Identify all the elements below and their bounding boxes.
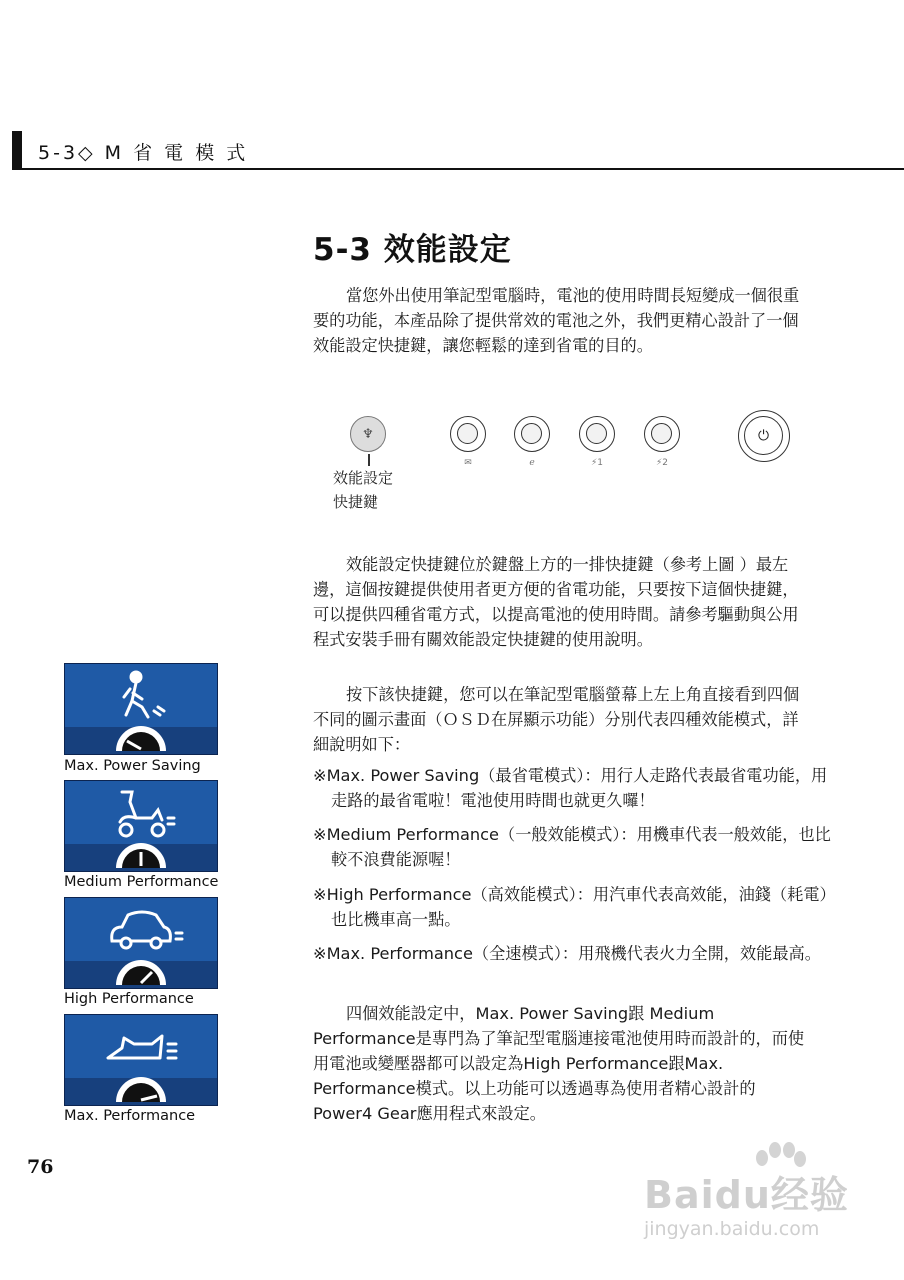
body-paragraph-1-text: 效能設定快捷鍵位於鍵盤上方的一排快捷鍵（參考上圖 ）最左邊，這個按鍵提供使用者更方便的省電功能，只要按下這個快捷鍵，可以提供四種省電方式，以提高電池的使用時間。請參考驅動與公用程式安裝手冊有關效能設定快捷鍵的使用說明。 (313, 555, 799, 649)
hotkey-label-line1: 效能設定 (333, 469, 394, 487)
internet-icon: ℯ (529, 458, 535, 468)
body-paragraph-2 (313, 682, 813, 757)
shortcut-2-button (644, 416, 680, 452)
hotkey-label-line2: 快捷鍵 (333, 493, 379, 511)
watermark (644, 1142, 858, 1244)
mail-button (450, 416, 486, 452)
mode-desc-medium: ※Medium Performance（一般效能模式）：用機車代表一般效能，也比較不浪費能源喔！ (313, 825, 831, 869)
hotkey-glyph-icon: ♆ (362, 426, 374, 442)
body-paragraph-1 (313, 552, 813, 652)
body-paragraph-2-text: 按下該快捷鍵，您可以在筆記型電腦螢幕上左上角直接看到四個不同的圖示畫面（ＯＳＤ在屏顯示功能）分別代表四種效能模式，詳細說明如下： (313, 685, 800, 754)
hotkey-pointer-line (368, 454, 370, 466)
watermark-url: jingyan.baidu.com (644, 1218, 820, 1240)
watermark-logo-text: Baidu经验 (644, 1173, 849, 1217)
power-button (738, 410, 790, 462)
closing-text: 四個效能設定中，Max. Power Saving跟 Medium Performance是專門為了筆記型電腦連接電池使用時而設計的，而使用電池或變壓器都可以設定為High Performance跟Max. Performance模式。以上功能可以透過專為使用者精心設計的Power4 Gear應用程式來設定。 (313, 1004, 805, 1123)
osd-max-performance (64, 1014, 218, 1106)
header-rule (12, 168, 904, 170)
closing-paragraph (313, 1001, 813, 1126)
intro-paragraph (313, 283, 813, 358)
running-header: 5-3◇ M 省 電 模 式 (38, 142, 249, 164)
mail-icon: ✉ (464, 458, 472, 468)
osd-caption-medium: Medium Performance (64, 874, 219, 890)
intro-text: 當您外出使用筆記型電腦時，電池的使用時間長短變成一個很重要的功能，本產品除了提供常效的電池之外，我們更精心設計了一個效能設定快捷鍵，讓您輕鬆的達到省電的目的。 (313, 286, 800, 355)
section-title: 5-3 效能設定 (313, 232, 512, 268)
mode-desc-high: ※High Performance（高效能模式）：用汽車代表高效能，油錢（耗電）也比機車高一點。 (313, 885, 828, 929)
hotkey-figure (330, 410, 800, 520)
internet-button (514, 416, 550, 452)
osd-caption-max: Max. Performance (64, 1108, 196, 1124)
hotkey-label (333, 466, 393, 514)
osd-medium-performance (64, 780, 218, 872)
osd-max-power-saving (64, 663, 218, 755)
mode-desc-max: ※Max. Performance（全速模式）：用飛機代表火力全開，效能最高。 (313, 944, 821, 963)
header-bar (12, 131, 22, 169)
osd-high-performance (64, 897, 218, 989)
mode-desc-power-saving: ※Max. Power Saving（最省電模式）：用行人走路代表最省電功能，用走路的最省電啦！電池使用時間也就更久囉！ (313, 766, 828, 810)
shortcut-2-caption: ⚡2 (655, 458, 669, 468)
performance-hotkey (350, 416, 386, 452)
osd-caption-high: High Performance (64, 991, 194, 1007)
power-icon: ⏻ (757, 427, 770, 444)
shortcut-1-caption: ⚡1 (590, 458, 604, 468)
shortcut-1-button (579, 416, 615, 452)
osd-caption-power-saving: Max. Power Saving (64, 758, 201, 774)
page-number: 76 (27, 1156, 54, 1178)
